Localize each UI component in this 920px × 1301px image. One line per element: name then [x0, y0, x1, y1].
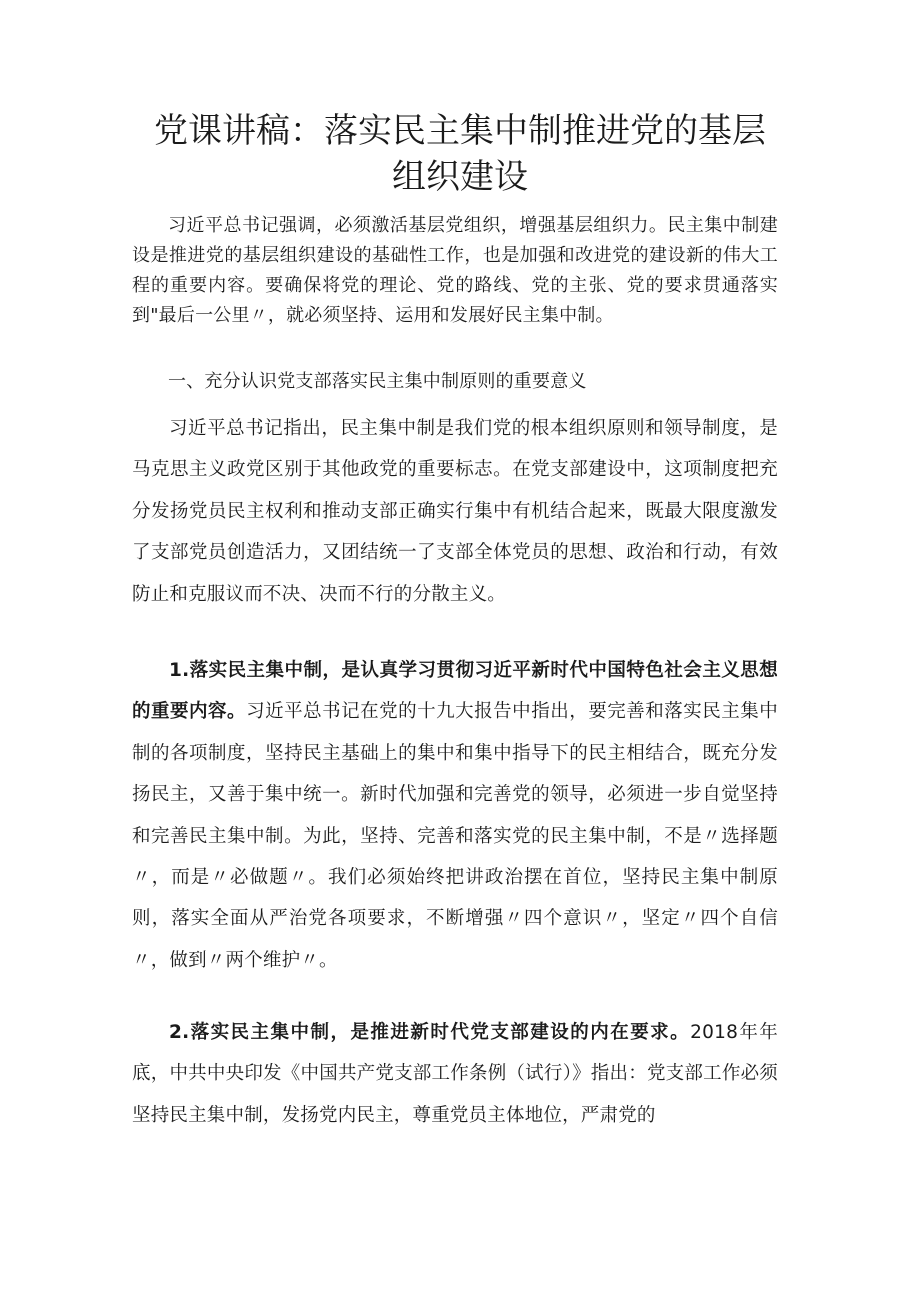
- point-1-paragraph: [132, 650, 778, 981]
- point-1-lead: 1.落实民主集中制，是认真学习贯彻习近平新时代中国特色社会主义思想的重要内容。: [132, 660, 778, 723]
- document-title-line-2: 组织建设: [392, 157, 528, 197]
- point-1-body: 习近平总书记在党的十九大报告中指出，要完善和落实民主集中制的各项制度，坚持民主基础上的集中和集中指导下的民主相结合，既充分发扬民主，又善于集中统一。新时代加强和完善党的领导，必须进一步自觉坚持和完善民主集中制。为此，坚持、完善和落实党的民主集中制，不是〃选择题〃，而是〃必做题〃。我们必须始终把讲政治摆在首位，坚持民主集中制原则，落实全面从严治党各项要求，不断增强〃四个意识〃，坚定〃四个自信〃，做到〃两个维护〃。: [132, 701, 779, 971]
- point-2-body: 2018年年底，中共中央印发《中国共产党支部工作条例（试行）》指出：党支部工作必须坚持民主集中制，发扬党内民主，尊重党员主体地位，严肃党的: [132, 1022, 779, 1126]
- section-1-paragraph: 习近平总书记指出，民主集中制是我们党的根本组织原则和领导制度，是马克思主义政党区别于其他政党的重要标志。在党支部建设中，这项制度把充分发扬党员民主权利和推动支部正确实行集中有机结合起来，既最大限度激发了支部党员创造活力，又团结统一了支部全体党员的思想、政治和行动，有效防止和克服议而不决、决而不行的分散主义。: [132, 418, 778, 605]
- point-2-paragraph: [132, 1012, 778, 1136]
- section-heading-1: 一、充分认识党支部落实民主集中制原则的重要意义: [168, 371, 587, 392]
- document-title-line-1: 党课讲稿：落实民主集中制推进党的基层: [154, 111, 766, 151]
- point-2-lead: 2.落实民主集中制，是推进新时代党支部建设的内在要求。: [169, 1022, 691, 1043]
- intro-paragraph: 习近平总书记强调，必须激活基层党组织，增强基层组织力。民主集中制建设是推进党的基层组织建设的基础性工作，也是加强和改进党的建设新的伟大工程的重要内容。要确保将党的理论、党的路线、党的主张、党的要求贯通落实到"最后一公里〃，就必须坚持、运用和发展好民主集中制。: [132, 215, 778, 326]
